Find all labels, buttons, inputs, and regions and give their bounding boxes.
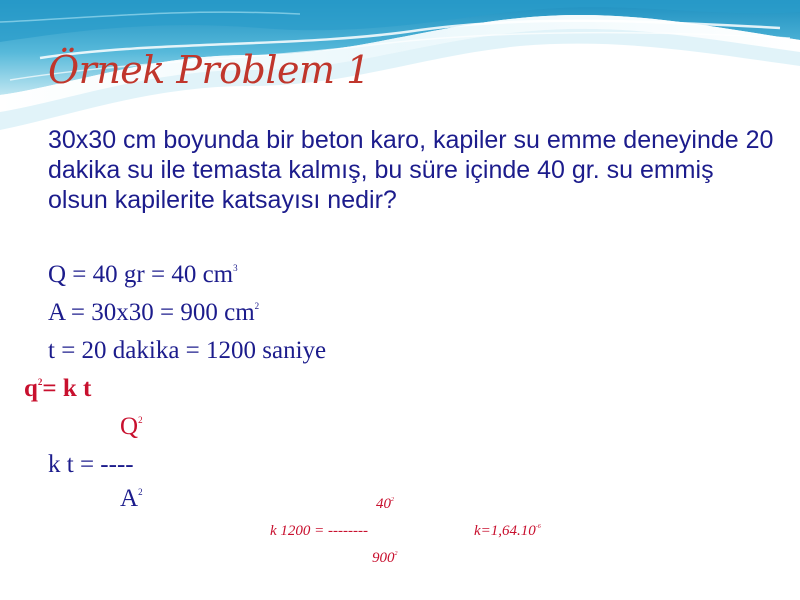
calc-numerator	[376, 495, 394, 513]
calc-denominator	[372, 549, 398, 567]
formula-line	[24, 374, 91, 404]
given-a-text: A = 30x30 = 900 cm	[48, 299, 255, 326]
given-q-text: Q = 40 gr = 40 cm	[48, 261, 234, 288]
given-t-text: t = 20 dakika = 1200 saniye	[48, 337, 327, 364]
calc-lhs	[270, 522, 368, 540]
fraction-denominator-exponent: 2	[138, 487, 143, 497]
calc-numerator-text: 40	[376, 496, 391, 512]
given-t	[48, 336, 326, 366]
given-q-exponent: 3	[233, 263, 238, 273]
calc-lhs-text: k 1200 = --------	[270, 523, 368, 539]
fraction-lhs	[48, 450, 134, 480]
calc-denominator-exponent: 2	[394, 551, 398, 557]
fraction-denominator	[120, 484, 143, 514]
formula-rest: = k t	[42, 375, 92, 402]
given-a	[48, 298, 259, 328]
calc-numerator-exponent: 2	[391, 497, 394, 503]
calc-denominator-text: 900	[372, 550, 395, 566]
formula-exponent: 2	[37, 377, 43, 387]
fraction-lhs-text: k t = ----	[48, 451, 134, 478]
fraction-numerator-text: Q	[120, 413, 139, 440]
calc-result-exponent: -6	[535, 524, 541, 530]
formula-base: q	[24, 375, 38, 402]
calc-result	[474, 522, 541, 540]
given-a-exponent: 2	[254, 301, 260, 311]
fraction-numerator-exponent: 2	[138, 415, 143, 425]
calc-result-text: k=1,64.10	[474, 523, 536, 539]
fraction-numerator	[120, 412, 143, 442]
problem-statement: 30x30 cm boyunda bir beton karo, kapiler su emme deneyinde 20 dakika su ile temasta kalmış, bu süre içinde 40 gr. su emmiş olsun kapilerite katsayısı nedir?	[48, 126, 774, 214]
fraction-denominator-text: A	[120, 485, 139, 512]
given-q	[48, 260, 238, 290]
slide-title: Örnek Problem 1	[48, 48, 370, 92]
